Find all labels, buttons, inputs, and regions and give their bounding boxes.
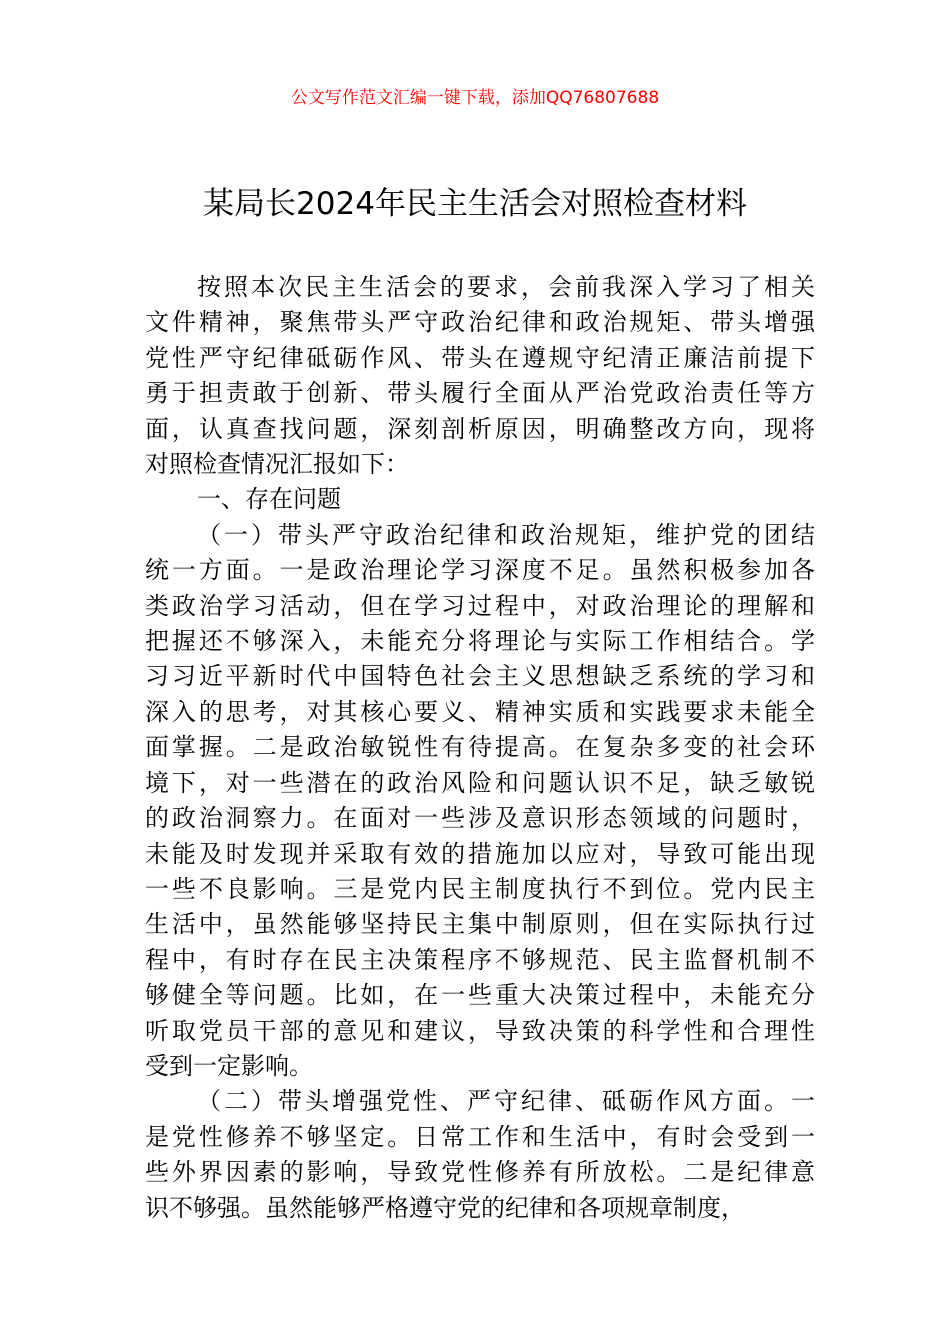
body-paragraph (145, 1084, 815, 1226)
text-line: （一）带头严守政治纪律和政治规矩，维护党的团结 (197, 520, 815, 549)
text-line: 些外界因素的影响，导致党性修养有所放松。二是纪律意 (145, 1158, 815, 1187)
text-line: 面掌握。二是政治敏锐性有待提高。在复杂多变的社会环 (145, 733, 815, 762)
text-line: 类政治学习活动，但在学习过程中，对政治理论的理解和 (145, 591, 815, 620)
text-line: 够健全等问题。比如，在一些重大决策过程中，未能充分 (145, 981, 815, 1010)
text-line: 对照检查情况汇报如下： (145, 450, 409, 479)
download-promo-note: 公文写作范文汇编一键下载，添加QQ76807688 (290, 88, 660, 108)
text-line: 程中，有时存在民主决策程序不够规范、民主监督机制不 (145, 945, 815, 974)
text-line: 深入的思考，对其核心要义、精神实质和实践要求未能全 (145, 697, 815, 726)
text-line: 按照本次民主生活会的要求，会前我深入学习了相关 (197, 273, 815, 301)
section-heading (145, 482, 815, 517)
document-body (145, 270, 815, 1226)
text-line: 党性严守纪律砥砺作风、带头在遵规守纪清正廉洁前提下 (145, 343, 815, 372)
body-paragraph (145, 518, 815, 1085)
text-line: 习习近平新时代中国特色社会主义思想缺乏系统的学习和 (145, 662, 815, 691)
text-line: 文件精神，聚焦带头严守政治纪律和政治规矩、带头增强 (145, 308, 815, 337)
text-line: 的政治洞察力。在面对一些涉及意识形态领域的问题时， (145, 804, 815, 833)
text-line: 生活中，虽然能够坚持民主集中制原则，但在实际执行过 (145, 910, 815, 939)
text-line: 未能及时发现并采取有效的措施加以应对，导致可能出现 (145, 839, 815, 868)
text-line: 受到一定影响。 (145, 1051, 313, 1080)
text-line: （二）带头增强党性、严守纪律、砥砺作风方面。一 (197, 1087, 815, 1116)
text-line: 把握还不够深入，未能充分将理论与实际工作相结合。学 (145, 627, 815, 656)
text-line: 听取党员干部的意见和建议，导致决策的科学性和合理性 (145, 1016, 815, 1045)
text-line: 是党性修养不够坚定。日常工作和生活中，有时会受到一 (145, 1122, 815, 1151)
document-title: 某局长2024年民主生活会对照检查材料 (203, 186, 747, 222)
text-line: 境下，对一些潜在的政治风险和问题认识不足，缺乏敏锐 (145, 768, 815, 797)
text-line: 一些不良影响。三是党内民主制度执行不到位。党内民主 (145, 874, 815, 903)
text-line: 识不够强。虽然能够严格遵守党的纪律和各项规章制度， (145, 1193, 745, 1222)
text-line: 勇于担责敢于创新、带头履行全面从严治党政治责任等方 (145, 379, 815, 408)
text-line: 面，认真查找问题，深刻剖析原因，明确整改方向，现将 (145, 414, 815, 443)
text-line: 一、存在问题 (197, 485, 341, 514)
body-paragraph (145, 270, 815, 482)
text-line: 统一方面。一是政治理论学习深度不足。虽然积极参加各 (145, 556, 815, 585)
